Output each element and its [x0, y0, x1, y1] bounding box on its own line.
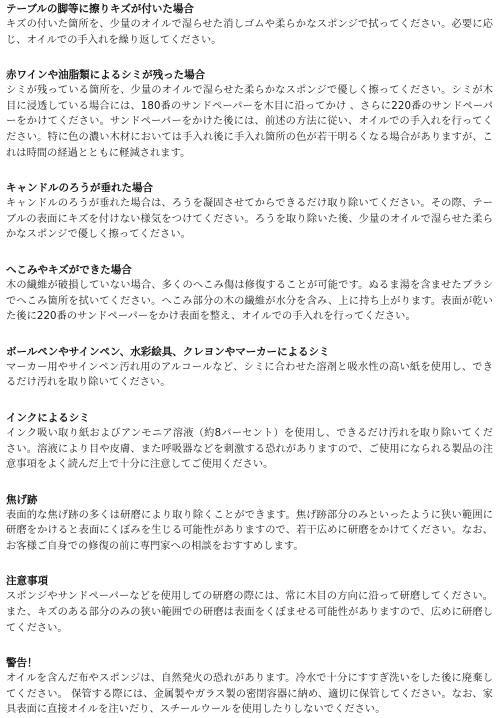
section-heading: 赤ワインや油脂類によるシミが残った場合 — [6, 69, 206, 82]
section-body: キャンドルのろうが垂れた場合は、ろうを凝固させてからできるだけ取り除いてください。その際、テーブルの表面にキズを付けない様気をつけてください。ろうを取り除いた後、少量のオイルで湿らせた柔らかなスポンジで優しく擦ってください。 — [6, 198, 493, 241]
section-pen-marker-stain — [6, 344, 493, 391]
section-body: スポンジやサンドペーパーなどを使用しての研磨の際には、常に木目の方向に沿って研磨してください。また、キズのある部分のみの狭い範囲での研磨は表面をくぼませる可能性がありますので、広めに研磨してください。 — [6, 591, 493, 634]
section-body: インク吸い取り紙およびアンモニア溶液（約8パーセント）を使用し、できるだけ汚れを取り除いてください。溶液により目や皮膚、また呼吸器などを刺激する恐れがありますので、ご使用になられる製品の注意事項をよく読んだ上で十分に注意してご使用ください。 — [6, 427, 493, 471]
section-heading: テーブルの脚等に擦りキズが付いた場合 — [6, 3, 194, 15]
section-heading: キャンドルのろうが垂れた場合 — [6, 182, 153, 195]
section-wine-oil-stain — [6, 67, 493, 161]
section-body: 木の繊維が破損していない場合、多くのへこみ傷は修復することが可能です。ぬるま湯を含ませたブラシでへこみ箇所を拭いてください。へこみ部分の木の繊維が水分を含み、上に持ち上がります。表面が乾いた後に220番のサンドペーパーをかけ表面を整え、オイルでの手入れを行ってください。 — [6, 279, 493, 323]
section-body: シミが残っている箇所を、少量のオイルで湿らせた柔らかなスポンジで優しく擦ってください。シミが木目に浸透している場合には、180番のサンドペーパーを木目に沿ってかけ 、さらに220番のサンドペーパーをかけてください。サンドペーパーをかけた後には、前述の方法に従い、オイルでの手入れを行ってください。特に色の濃い木材においては手入れ後に手入れ箇所の色が若干明るくなる場合がありますが、これは時間の経過とともに軽減されます。 — [6, 85, 493, 159]
section-ink-stain — [6, 410, 493, 473]
section-body: 表面的な焦げ跡の多くは研磨により取り除くことができます。焦げ跡部分のみといったように狭い範囲に研磨をかけると表面にくぼみを生じる可能性がありますので、若干広めに研磨をかけてください。なお、お客様ご自身での修復の前に専門家への相談をおすすめします。 — [6, 509, 493, 552]
section-body: オイルを含んだ布やスポンジは、自然発火の恐れがあります。冷水で十分にすすぎ洗いをした後に廃棄してください。 保管する際には、金属製やガラス製の密閉容器に納め、適切に保管してください。なお、家具表面に直接オイルを注いだり、スチールウールを使用したりしないでください。 — [6, 673, 493, 716]
section-scratch-on-legs — [6, 1, 493, 48]
section-body: キズの付いた箇所を、少量のオイルで湿らせた消しゴムや柔らかなスポンジで拭ってください。必要に応じ、オイルでの手入れを繰り返してください。 — [6, 19, 493, 46]
section-warning — [6, 655, 493, 718]
section-heading: 注意事項 — [6, 575, 48, 588]
section-heading: インクによるシミ — [6, 411, 90, 424]
section-heading: 焦げ跡 — [6, 493, 38, 506]
section-candle-wax — [6, 180, 493, 243]
section-heading: 警告！ — [6, 657, 38, 670]
section-burn-marks — [6, 492, 493, 555]
section-body: マーカー用やサインペン汚れ用のアルコールなど、シミに合わせた溶剤と吸水性の高い紙を使用し、できるだけ汚れを取り除いてください。 — [6, 361, 493, 389]
section-heading: ボールペンやサインペン、水彩絵具、クレヨンやマーカーによるシミ — [6, 345, 330, 358]
section-heading: へこみやキズができた場合 — [6, 263, 132, 276]
section-precautions — [6, 573, 493, 636]
section-dents-scratches — [6, 262, 493, 325]
